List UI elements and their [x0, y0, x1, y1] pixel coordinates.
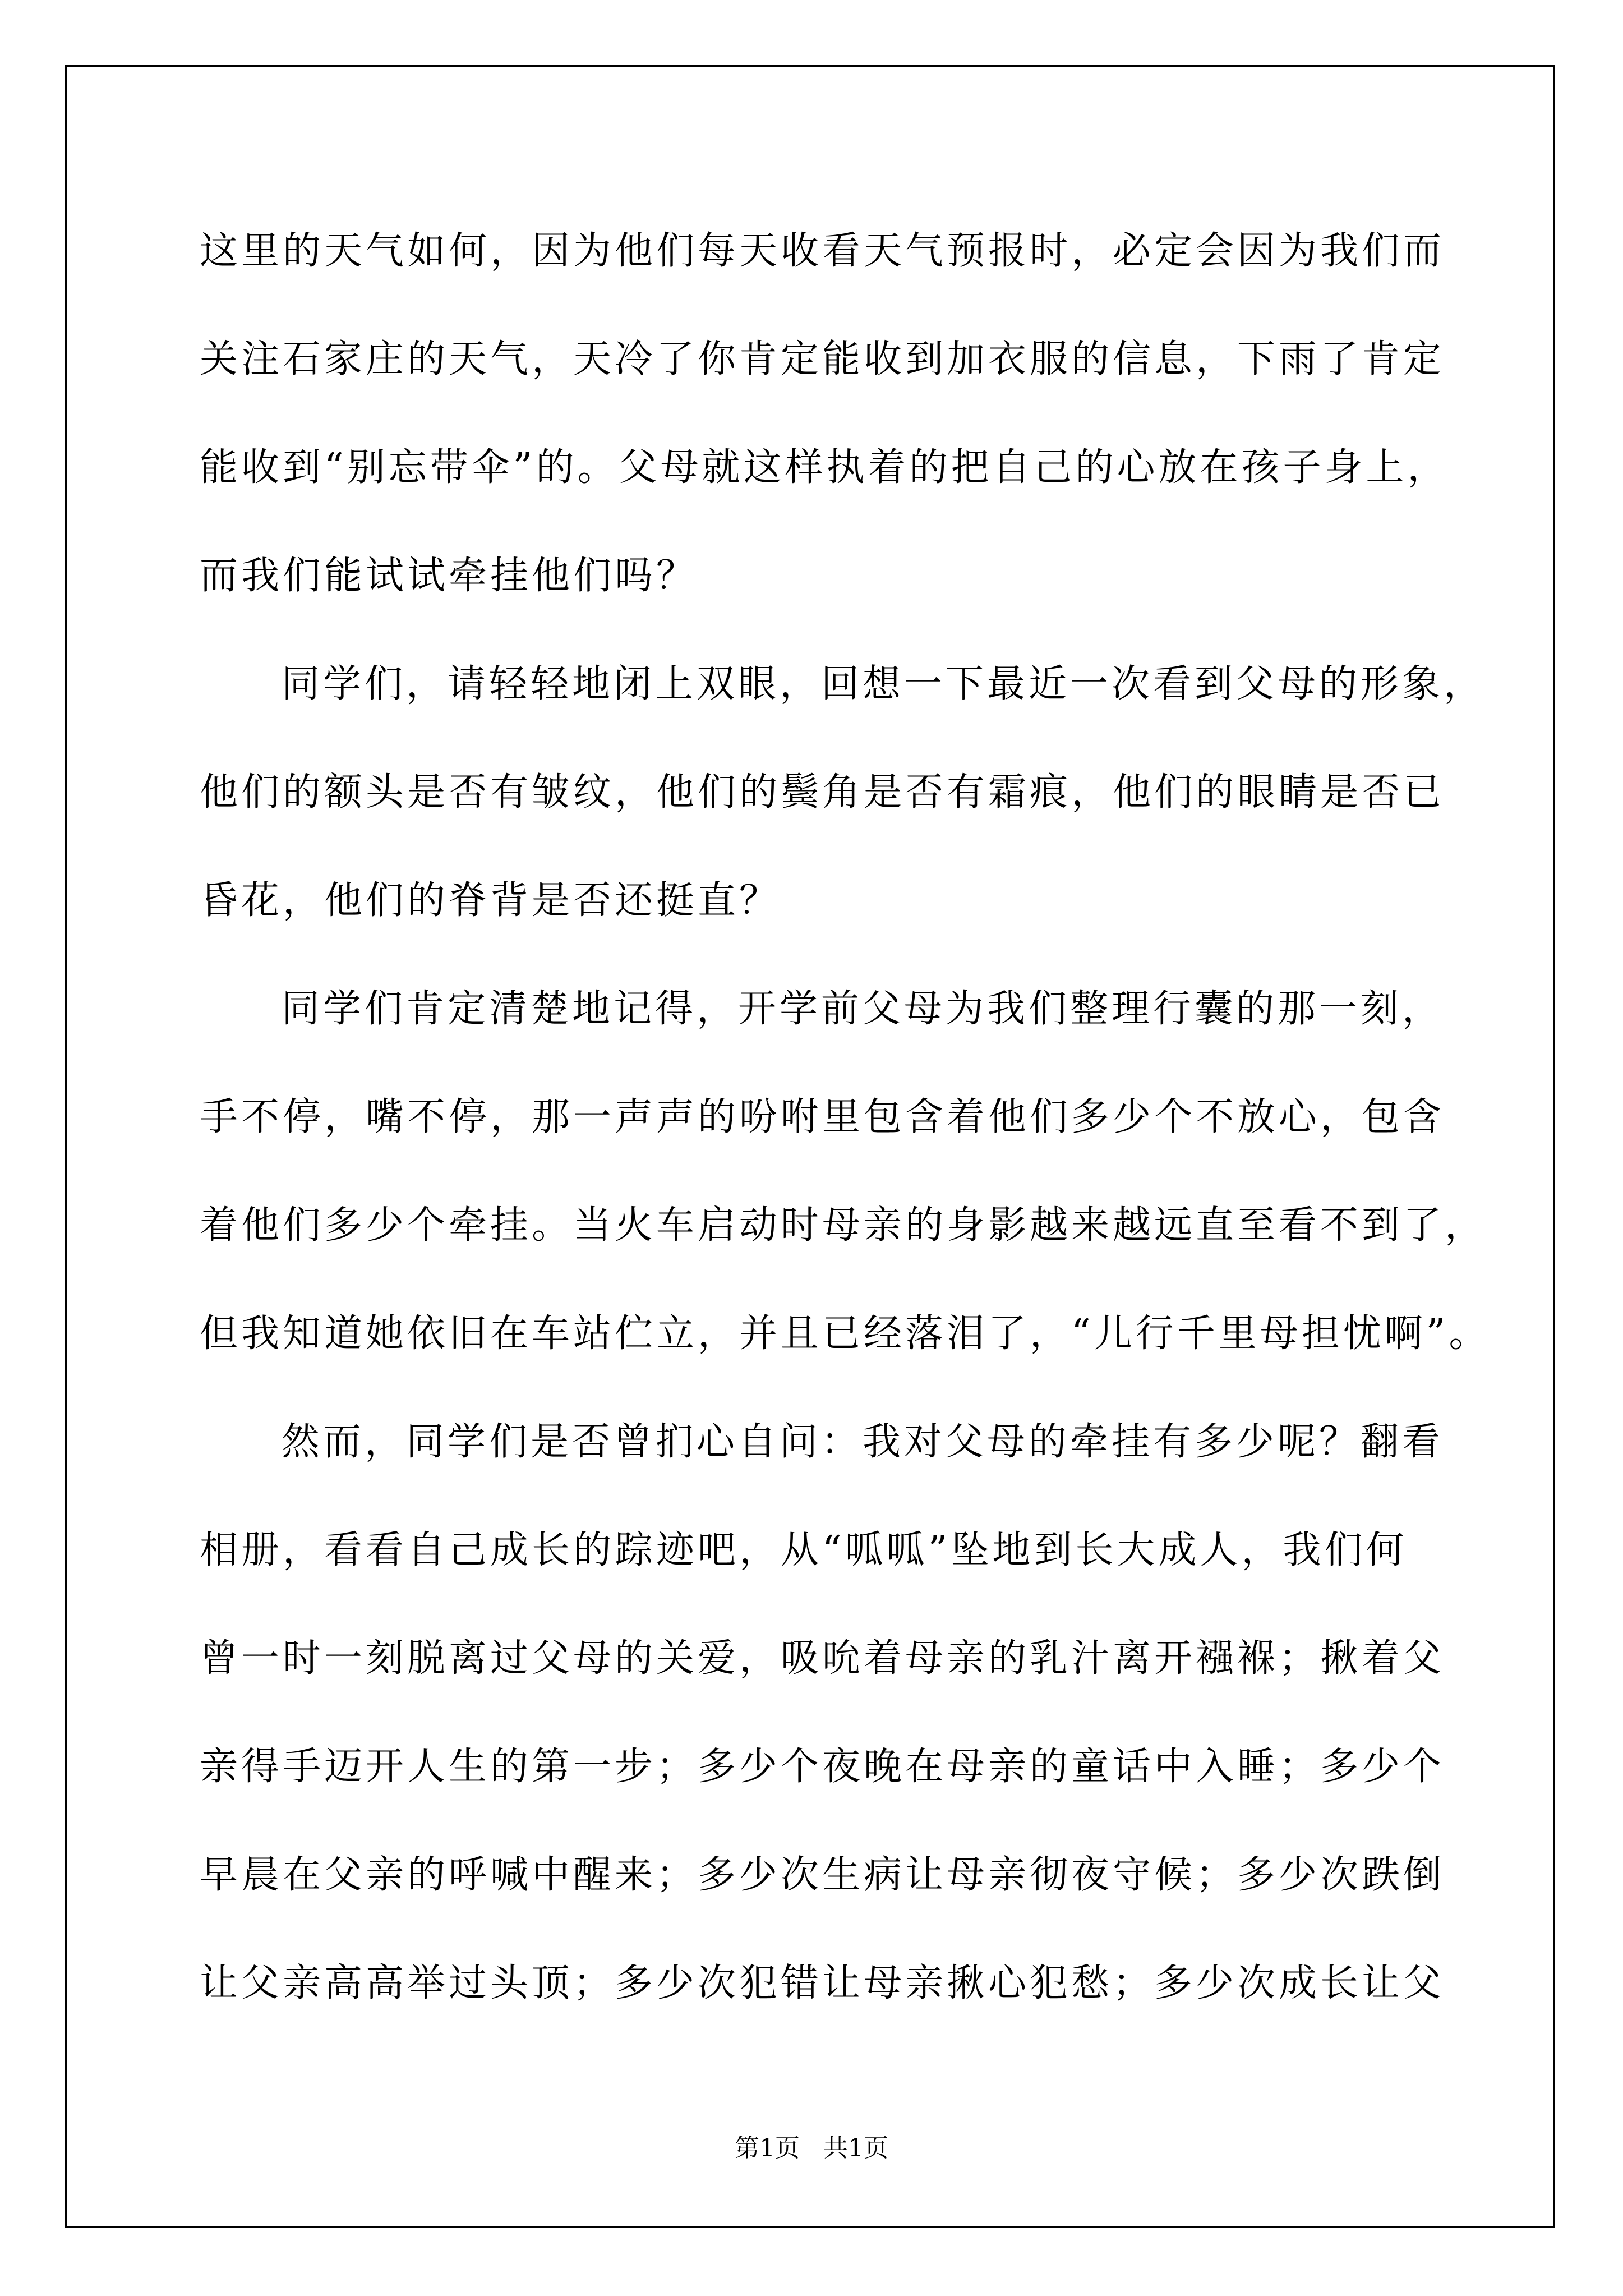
- text-line: 着他们多少个牵挂。当火车启动时母亲的身影越来越远直至看不到了，: [200, 1203, 1487, 1248]
- text-line: 曾一时一刻脱离过父母的关爱，吸吮着母亲的乳汁离开襁褓；揪着父: [200, 1636, 1445, 1681]
- text-line: 但我知道她依旧在车站伫立，并且已经落泪了，“儿行千里母担忧啊”。: [200, 1312, 1491, 1356]
- text-line: 能收到“别忘带伞”的。父母就这样执着的把自己的心放在孩子身上，: [200, 445, 1449, 490]
- paragraph-first-line: 然而，同学们是否曾扪心自问：我对父母的牵挂有多少呢？翻看: [282, 1420, 1444, 1464]
- paragraph-first-line: 同学们，请轻轻地闭上双眼，回想一下最近一次看到父母的形象，: [282, 662, 1486, 706]
- paragraph-first-line: 同学们肯定清楚地记得，开学前父母为我们整理行囊的那一刻，: [282, 987, 1444, 1031]
- text-line: 他们的额头是否有皱纹，他们的鬓角是否有霜痕，他们的眼睛是否已: [200, 770, 1445, 815]
- text-line: 亲得手迈开人生的第一步；多少个夜晚在母亲的童话中入睡；多少个: [200, 1745, 1445, 1789]
- text-line: 相册，看看自己成长的踪迹吧，从“呱呱”坠地到长大成人，我们何: [200, 1528, 1408, 1572]
- page-number: 第1页 共1页: [735, 2134, 888, 2162]
- text-line: 而我们能试试牵挂他们吗？: [200, 554, 698, 598]
- text-line: 昏花，他们的脊背是否还挺直？: [200, 878, 781, 923]
- text-line: 让父亲高高举过头顶；多少次犯错让母亲揪心犯愁；多少次成长让父: [200, 1961, 1445, 2005]
- text-line: 关注石家庄的天气，天冷了你肯定能收到加衣服的信息，下雨了肯定: [200, 337, 1445, 381]
- text-line: 手不停，嘴不停，那一声声的吩咐里包含着他们多少个不放心，包含: [200, 1095, 1445, 1139]
- text-line: 早晨在父亲的呼喊中醒来；多少次生病让母亲彻夜守候；多少次跌倒: [200, 1853, 1445, 1897]
- text-line: 这里的天气如何，因为他们每天收看天气预报时，必定会因为我们而: [200, 229, 1445, 273]
- page-border: [65, 65, 1555, 2228]
